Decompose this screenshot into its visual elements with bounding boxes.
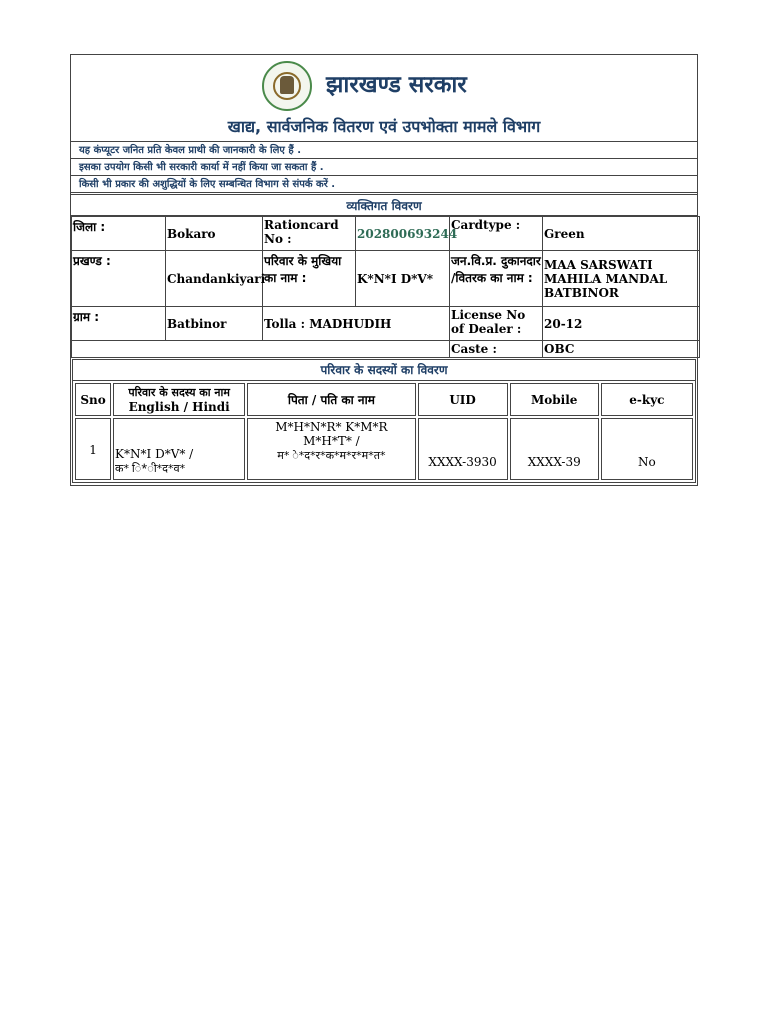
member-name-header bbox=[113, 383, 245, 416]
member-name bbox=[113, 418, 245, 480]
member-mobile: XXXX-39 bbox=[510, 418, 599, 480]
table-header-row bbox=[75, 383, 693, 416]
family-members-table bbox=[73, 381, 695, 482]
disclaimer-note-3: किसी भी प्रकार की अशुद्धियों के लिए सम्बन्धित विभाग से संपर्क करें . bbox=[71, 175, 697, 193]
uid-header: UID bbox=[418, 383, 508, 416]
table-row bbox=[75, 418, 693, 480]
caste-label: Caste : bbox=[450, 341, 543, 358]
document-header bbox=[71, 55, 697, 142]
district-value: Bokaro bbox=[166, 217, 263, 251]
table-row bbox=[72, 251, 700, 307]
caste-value: OBC bbox=[543, 341, 700, 358]
father-name-hindi: म* े*द*र*क*म*र*म*त* bbox=[277, 449, 386, 462]
member-name-hindi: क* ि*ी*द*व* bbox=[115, 462, 186, 475]
table-row bbox=[72, 217, 700, 251]
mobile-header: Mobile bbox=[510, 383, 599, 416]
member-uid: XXXX-3930 bbox=[418, 418, 508, 480]
rationcard-label: Rationcard No : bbox=[263, 217, 356, 251]
family-head-label: परिवार के मुखिया का नाम : bbox=[263, 251, 356, 307]
rationcard-value: 202800693244 bbox=[356, 217, 450, 251]
government-title: झारखण्ड सरकार bbox=[326, 72, 467, 98]
ekyc-header: e-kyc bbox=[601, 383, 693, 416]
father-name-english: M*H*N*R* K*M*R M*H*T* / bbox=[275, 420, 388, 448]
family-members-title: परिवार के सदस्यों का विवरण bbox=[73, 360, 695, 381]
dealer-label: जन.वि.प्र. दुकानदार /वितरक का नाम : bbox=[450, 251, 543, 307]
dealer-value: MAA SARSWATI MAHILA MANDAL BATBINOR bbox=[543, 251, 700, 307]
member-name-header-sub: English / Hindi bbox=[128, 400, 230, 414]
personal-details-table bbox=[71, 216, 700, 358]
member-name-english: K*N*I D*V* / bbox=[115, 447, 194, 461]
tolla-value: Tolla : MADHUDIH bbox=[263, 307, 450, 341]
jharkhand-emblem-icon bbox=[262, 61, 312, 111]
table-row bbox=[72, 341, 700, 358]
license-value: 20-12 bbox=[543, 307, 700, 341]
empty-cell bbox=[72, 341, 450, 358]
father-name bbox=[247, 418, 415, 480]
village-value: Batbinor bbox=[166, 307, 263, 341]
table-row bbox=[72, 307, 700, 341]
village-label: ग्राम : bbox=[72, 307, 166, 341]
father-name-header: पिता / पति का नाम bbox=[247, 383, 415, 416]
personal-details-title: व्यक्तिगत विवरण bbox=[71, 194, 697, 216]
disclaimer-note-1: यह कंप्यूटर जनित प्रति केवल प्राथी की जानकारी के लिए हैं . bbox=[71, 141, 697, 159]
ration-card-document bbox=[70, 54, 698, 486]
block-label: प्रखण्ड : bbox=[72, 251, 166, 307]
license-label: License No of Dealer : bbox=[450, 307, 543, 341]
member-name-header-hindi: परिवार के सदस्य का नाम bbox=[128, 386, 230, 399]
family-head-value: K*N*I D*V* bbox=[356, 251, 450, 307]
block-value: Chandankiyari bbox=[166, 251, 263, 307]
sno-header: Sno bbox=[75, 383, 111, 416]
disclaimer-note-2: इसका उपयोग किसी भी सरकारी कार्या में नहीं किया जा सकता हैं . bbox=[71, 158, 697, 176]
cardtype-label: Cardtype : bbox=[450, 217, 543, 251]
family-members-section bbox=[72, 359, 696, 483]
department-title: खाद्य, सार्वजनिक वितरण एवं उपभोक्ता मामले विभाग bbox=[227, 117, 541, 136]
district-label: जिला : bbox=[72, 217, 166, 251]
member-ekyc: No bbox=[601, 418, 693, 480]
cardtype-value: Green bbox=[543, 217, 700, 251]
member-sno: 1 bbox=[75, 418, 111, 480]
